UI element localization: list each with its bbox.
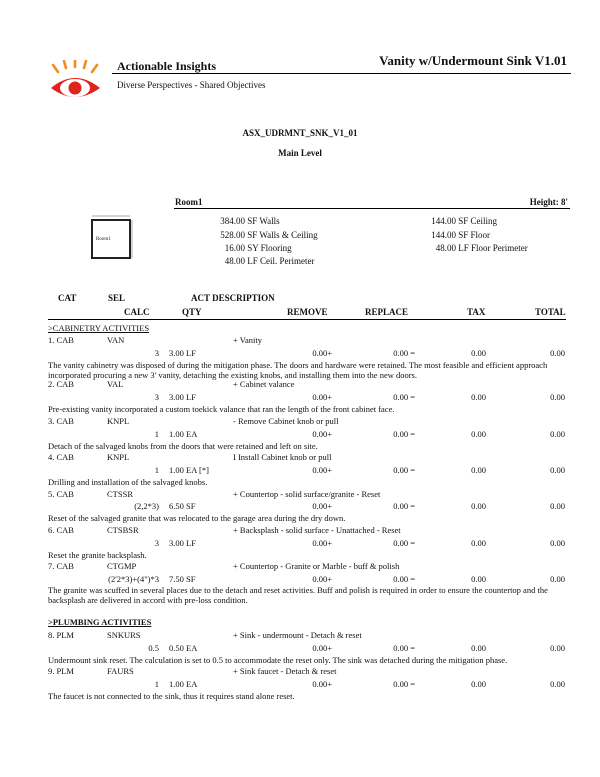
measurement-left-2: 528.00 SF Walls & Ceiling (220, 230, 318, 240)
item-9-qty: 1.00 EA (169, 679, 198, 689)
item-1-replace: 0.00 = (393, 348, 415, 358)
item-3-tax: 0.00 (471, 429, 486, 439)
item-8-qty: 0.50 EA (169, 643, 198, 653)
item-6-cat: 6. CAB (48, 525, 74, 535)
item-2-tax: 0.00 (471, 392, 486, 402)
item-9-cat: 9. PLM (48, 666, 74, 676)
measurement-left-3: 16.00 SY Flooring (224, 243, 292, 253)
company-logo-icon (48, 60, 103, 108)
item-4-replace: 0.00 = (393, 465, 415, 475)
measurement-right-1: 144.00 SF Ceiling (431, 216, 498, 226)
item-7-qty: 7.50 SF (169, 574, 196, 584)
item-5-calc: (2,2*3) (134, 501, 159, 511)
item-3-replace: 0.00 = (393, 429, 415, 439)
document-title: Vanity w/Undermount Sink V1.01 (379, 53, 567, 68)
item-6-sel: CTSBSR (107, 525, 139, 535)
measurement-right-3: 48.00 LF Floor Perimeter (435, 243, 528, 253)
item-5-act: + Countertop - solid surface/granite - Reset (233, 489, 381, 499)
item-2-calc: 3 (154, 392, 159, 402)
item-1-remove: 0.00+ (312, 348, 332, 358)
item-8-act: + Sink - undermount - Detach & reset (233, 630, 362, 640)
item-3-sel: KNPL (107, 416, 130, 426)
columns-divider (48, 319, 566, 320)
header-divider (112, 73, 571, 74)
item-3-qty: 1.00 EA (169, 429, 198, 439)
item-2-total: 0.00 (550, 392, 565, 402)
item-4-total: 0.00 (550, 465, 565, 475)
item-4-tax: 0.00 (471, 465, 486, 475)
col-header-calc: CALC (124, 307, 150, 317)
item-1-sel: VAN (107, 335, 125, 345)
item-8-tax: 0.00 (471, 643, 486, 653)
item-2-remove: 0.00+ (312, 392, 332, 402)
item-6-tax: 0.00 (471, 538, 486, 548)
item-9-calc: 1 (154, 679, 159, 689)
item-1-description: The vanity cabinetry was disposed of during the mitigation phase. The doors and hardware were retained. The most feasible and efficient approach incorporated procuring a new 3' vanity, detaching the existing knobs, and installing them into the new doors. (48, 360, 548, 380)
item-3-act: - Remove Cabinet knob or pull (233, 416, 339, 426)
item-2-act: + Cabinet valance (233, 379, 295, 389)
item-1-qty: 3.00 LF (169, 348, 196, 358)
item-5-replace: 0.00 = (393, 501, 415, 511)
col-header-tax: TAX (467, 307, 486, 317)
item-4-qty: 1.00 EA [*] (169, 465, 209, 475)
item-1-act: + Vanity (233, 335, 262, 345)
item-8-replace: 0.00 = (393, 643, 415, 653)
item-5-cat: 5. CAB (48, 489, 74, 499)
item-9-act: + Sink faucet - Detach & reset (233, 666, 337, 676)
item-8-calc: 0.5 (148, 643, 159, 653)
item-6-remove: 0.00+ (312, 538, 332, 548)
room-divider (174, 208, 570, 209)
section-cabinetry: >CABINETRY ACTIVITIES (48, 323, 150, 333)
room-name: Room1 (175, 197, 203, 207)
item-8-description: Undermount sink reset. The calculation is set to 0.5 to accommodate the reset only. The sink was detached during the mitigation phase. (48, 655, 508, 665)
item-1-tax: 0.00 (471, 348, 486, 358)
estimate-name: ASX_UDRMNT_SNK_V1_01 (242, 128, 358, 138)
item-5-description: Reset of the salvaged granite that was relocated to the garage area during the dry down. (48, 513, 346, 523)
item-5-remove: 0.00+ (312, 501, 332, 511)
item-2-qty: 3.00 LF (169, 392, 196, 402)
room-height: Height: 8' (529, 197, 568, 207)
col-header-sel: SEL (108, 293, 126, 303)
item-2-replace: 0.00 = (393, 392, 415, 402)
col-header-replace: REPLACE (365, 307, 409, 317)
section-plumbing: >PLUMBING ACTIVITIES (48, 617, 152, 627)
item-9-description: The faucet is not connected to the sink, thus it requires stand alone reset. (48, 691, 295, 701)
item-3-calc: 1 (154, 429, 159, 439)
col-header-qty: QTY (182, 307, 202, 317)
item-9-remove: 0.00+ (312, 679, 332, 689)
company-tagline: Diverse Perspectives - Shared Objectives (117, 80, 266, 90)
item-9-total: 0.00 (550, 679, 565, 689)
item-1-calc: 3 (154, 348, 159, 358)
item-4-sel: KNPL (107, 452, 130, 462)
item-7-tax: 0.00 (471, 574, 486, 584)
item-5-sel: CTSSR (107, 489, 133, 499)
item-7-act: + Countertop - Granite or Marble - buff & polish (233, 561, 400, 571)
col-header-cat: CAT (58, 293, 77, 303)
col-header-total: TOTAL (535, 307, 566, 317)
item-5-tax: 0.00 (471, 501, 486, 511)
item-7-cat: 7. CAB (48, 561, 74, 571)
item-8-remove: 0.00+ (312, 643, 332, 653)
item-2-description: Pre-existing vanity incorporated a custom toekick valance that ran the length of the front cabinet face. (48, 404, 395, 414)
item-4-description: Drilling and installation of the salvaged knobs. (48, 477, 208, 487)
item-1-cat: 1. CAB (48, 335, 74, 345)
item-6-description: Reset the granite backsplash. (48, 550, 147, 560)
item-8-total: 0.00 (550, 643, 565, 653)
item-7-sel: CTGMP (107, 561, 137, 571)
item-6-total: 0.00 (550, 538, 565, 548)
item-4-cat: 4. CAB (48, 452, 74, 462)
item-9-replace: 0.00 = (393, 679, 415, 689)
level-title: Main Level (278, 148, 322, 158)
item-4-remove: 0.00+ (312, 465, 332, 475)
item-7-total: 0.00 (550, 574, 565, 584)
col-header-act-desc: ACT DESCRIPTION (191, 293, 275, 303)
item-3-cat: 3. CAB (48, 416, 74, 426)
item-5-qty: 6.50 SF (169, 501, 196, 511)
item-7-calc: (2'2*3)+(4")*3 (108, 574, 159, 584)
item-3-remove: 0.00+ (312, 429, 332, 439)
measurement-left-4: 48.00 LF Ceil. Perimeter (224, 256, 315, 266)
item-6-calc: 3 (154, 538, 159, 548)
item-9-tax: 0.00 (471, 679, 486, 689)
room-sketch-thumbnail (86, 214, 134, 262)
item-8-cat: 8. PLM (48, 630, 74, 640)
item-9-sel: FAURS (107, 666, 134, 676)
item-6-replace: 0.00 = (393, 538, 415, 548)
item-3-description: Detach of the salvaged knobs from the doors that were retained and left on site. (48, 441, 318, 451)
col-header-remove: REMOVE (287, 307, 328, 317)
item-2-cat: 2. CAB (48, 379, 74, 389)
item-4-calc: 1 (154, 465, 159, 475)
item-2-sel: VAL (107, 379, 124, 389)
company-name: Actionable Insights (117, 59, 217, 73)
item-7-remove: 0.00+ (312, 574, 332, 584)
item-3-total: 0.00 (550, 429, 565, 439)
item-8-sel: SNKURS (107, 630, 141, 640)
measurement-right-2: 144.00 SF Floor (431, 230, 491, 240)
item-7-replace: 0.00 = (393, 574, 415, 584)
item-4-act: I Install Cabinet knob or pull (233, 452, 332, 462)
measurement-left-1: 384.00 SF Walls (220, 216, 280, 226)
room-sketch-label: Room1 (96, 237, 111, 242)
item-6-qty: 3.00 LF (169, 538, 196, 548)
item-6-act: + Backsplash - solid surface - Unattached - Reset (233, 525, 401, 535)
item-1-total: 0.00 (550, 348, 565, 358)
item-7-description: The granite was scuffed in several places due to the detach and reset activities. Buff and polish is required in order to ensure the countertop and the backsplash are delivered in accord with pre-loss condition. (48, 585, 548, 605)
item-5-total: 0.00 (550, 501, 565, 511)
